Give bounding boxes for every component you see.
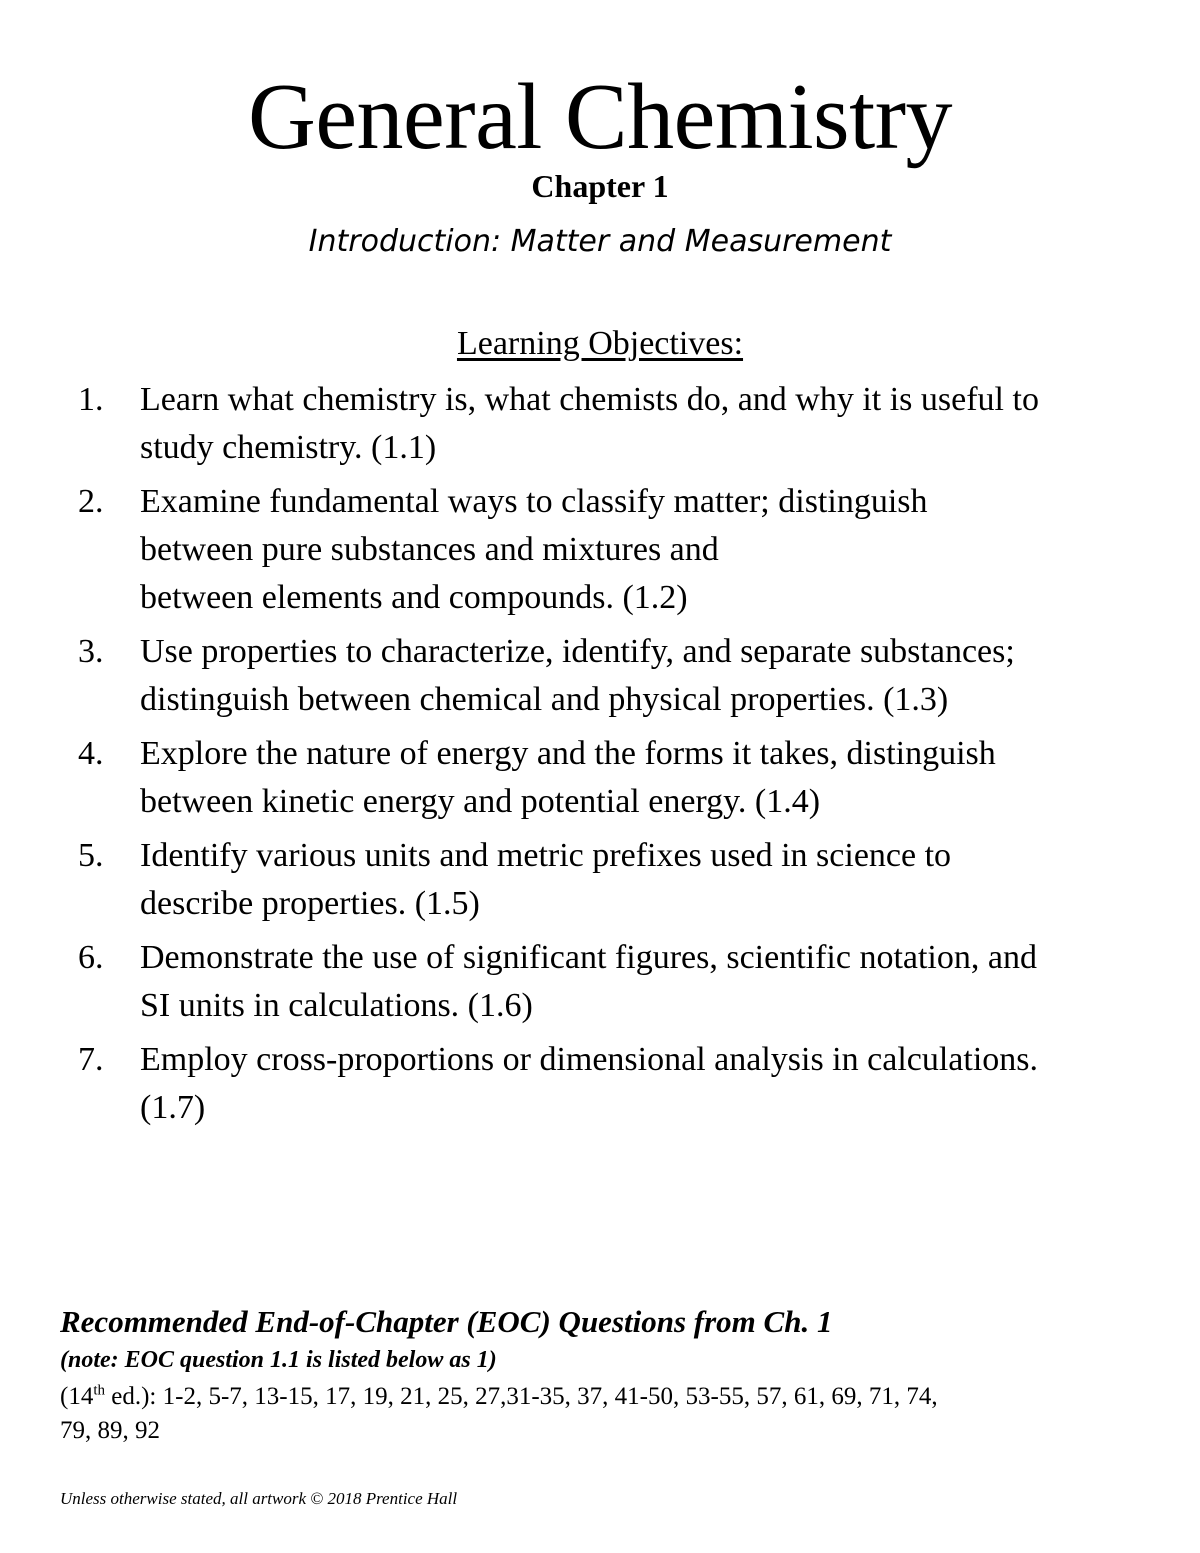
objective-number: 7. — [78, 1041, 104, 1078]
edition-prefix: (14 — [60, 1383, 94, 1410]
objectives-list — [0, 376, 1200, 1138]
objective-line: Learn what chemistry is, what chemists do, and why it is useful to — [140, 381, 1039, 418]
chapter-label: Chapter 1 — [531, 168, 669, 204]
objective-item — [0, 934, 1200, 1030]
objective-line: describe properties. (1.5) — [140, 885, 480, 922]
eoc-note: (note: EOC question 1.1 is listed below as 1) — [60, 1347, 497, 1373]
eoc-questions-line-2: 79, 89, 92 — [60, 1417, 160, 1444]
edition-superscript: th — [93, 1382, 105, 1399]
document-title: General Chemistry — [247, 65, 953, 169]
objective-line: Use properties to characterize, identify, and separate substances; — [140, 633, 1015, 670]
objective-line: Explore the nature of energy and the forms it takes, distinguish — [140, 735, 996, 772]
copyright-notice: Unless otherwise stated, all artwork © 2018 Prentice Hall — [60, 1489, 458, 1508]
objective-item — [0, 1036, 1200, 1132]
eoc-questions-line-1: 1-2, 5-7, 13-15, 17, 19, 21, 25, 27,31-35, 37, 41-50, 53-55, 57, 61, 69, 71, 74, — [162, 1383, 938, 1410]
objective-line: (1.7) — [140, 1089, 206, 1126]
objective-number: 2. — [78, 483, 104, 520]
objective-line: between kinetic energy and potential energy. (1.4) — [140, 783, 821, 820]
objective-line: Identify various units and metric prefixes used in science to — [140, 837, 952, 874]
objective-number: 1. — [78, 381, 104, 418]
objective-item — [0, 730, 1200, 826]
chapter-subtitle: Introduction: Matter and Measurement — [308, 224, 892, 259]
objective-number: 5. — [78, 837, 104, 874]
objective-number: 6. — [78, 939, 104, 976]
objective-number: 4. — [78, 735, 104, 772]
objective-line: SI units in calculations. (1.6) — [140, 987, 533, 1024]
objective-item — [0, 628, 1200, 724]
objective-number: 3. — [78, 633, 104, 670]
eoc-question-list — [60, 1380, 1150, 1448]
objective-item — [0, 376, 1200, 472]
objective-line: Examine fundamental ways to classify matter; distinguish — [140, 483, 928, 520]
objective-line: between elements and compounds. (1.2) — [140, 579, 688, 616]
objectives-heading: Learning Objectives: — [456, 325, 744, 362]
objective-line: study chemistry. (1.1) — [140, 429, 437, 466]
objective-line: Employ cross-proportions or dimensional analysis in calculations. — [140, 1041, 1039, 1078]
objective-line: distinguish between chemical and physical properties. (1.3) — [140, 681, 949, 718]
objective-item — [0, 478, 1200, 622]
eoc-heading: Recommended End-of-Chapter (EOC) Questions from Ch. 1 — [60, 1304, 833, 1339]
objective-item — [0, 832, 1200, 928]
objective-line: Demonstrate the use of significant figures, scientific notation, and — [140, 939, 1037, 976]
objective-line: between pure substances and mixtures and — [140, 531, 719, 568]
edition-suffix: ed.): — [105, 1383, 163, 1410]
